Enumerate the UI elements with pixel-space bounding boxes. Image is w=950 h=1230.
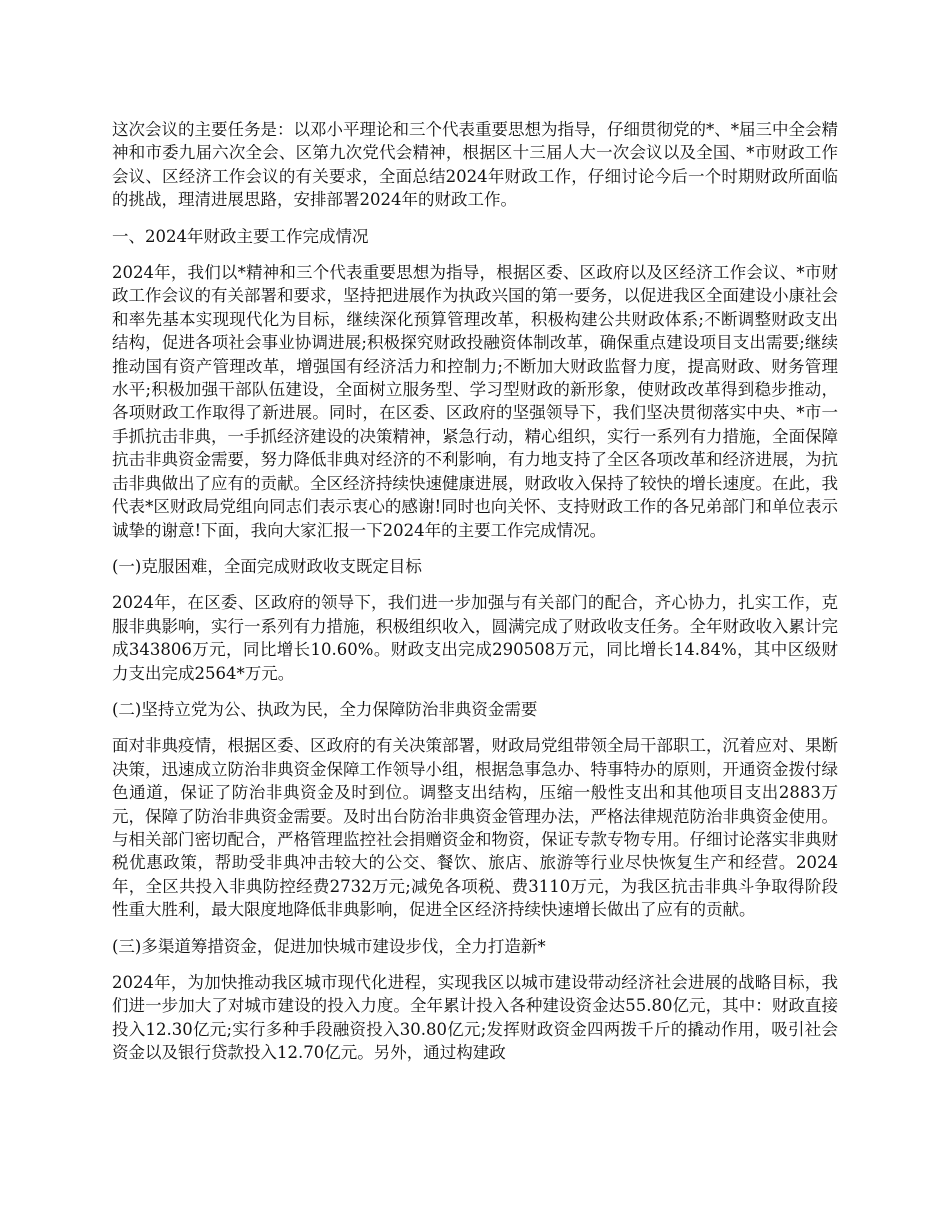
section-heading-1: 一、2024年财政主要工作完成情况 [112, 226, 369, 246]
subsection-heading-2: (二)坚持立党为公、执政为民，全力保障防治非典资金需要 [112, 699, 538, 719]
subsection-heading-3: (三)多渠道筹措资金，促进加快城市建设步伐，全力打造新* [112, 936, 546, 956]
section-1-paragraph: 2024年，我们以*精神和三个代表重要思想为指导，根据区委、区政府以及区经济工作会议、*市财政工作会议的有关部署和要求，坚持把进展作为执政兴国的第一要务，以促进我区全面建设小康社会和率先基本实现现代化为目标，继续深化预算管理改革，积极构建公共财政体系;不断调整财政支出结构，促进各项社会事业协调进展;积极探究财政投融资体制改革，确保重点建设项目支出需要;继续推动国有资产管理改革，增强国有经济活力和控制力;不断加大财政监督力度，提高财政、财务管理水平;积极加强干部队伍建设，全面树立服务型、学习型财政的新形象，使财政改革得到稳步推动，各项财政工作取得了新进展。同时，在区委、区政府的坚强领导下，我们坚决贯彻落实中央、*市一手抓抗击非典，一手抓经济建设的决策精神，紧急行动，精心组织，实行一系列有力措施，全面保障抗击非典资金需要，努力降低非典对经济的不利影响，有力地支持了全区各项改革和经济进展，为抗击非典做出了应有的贡献。全区经济持续快速健康进展，财政收入保持了较快的增长速度。在此，我代表*区财政局党组向同志们表示衷心的感谢!同时也向关怀、支持财政工作的各兄弟部门和单位表示诚挚的谢意!下面，我向大家汇报一下2024年的主要工作完成情况。 [112, 263, 838, 540]
document-page [112, 118, 838, 1078]
subsection-2-paragraph: 面对非典疫情，根据区委、区政府的有关决策部署，财政局党组带领全局干部职工，沉着应对、果断决策，迅速成立防治非典资金保障工作领导小组，根据急事急办、特事特办的原则，开通资金拨付绿色通道，保证了防治非典资金及时到位。调整支出结构，压缩一般性支出和其他项目支出2883万元，保障了防治非典资金需要。及时出台防治非典资金管理办法，严格法律规范防治非典资金使用。与相关部门密切配合，严格管理监控社会捐赠资金和物资，保证专款专物专用。仔细讨论落实非典财税优惠政策，帮助受非典冲击较大的公交、餐饮、旅店、旅游等行业尽快恢复生产和经营。2024年，全区共投入非典防控经费2732万元;减免各项税、费3110万元，为我区抗击非典斗争取得阶段性重大胜利，最大限度地降低非典影响，促进全区经济持续快速增长做出了应有的贡献。 [112, 736, 838, 920]
subsection-3-paragraph: 2024年，为加快推动我区城市现代化进程，实现我区以城市建设带动经济社会进展的战略目标，我们进一步加大了对城市建设的投入力度。全年累计投入各种建设资金达55.80亿元，其中：财政直接投入12.30亿元;实行多种手段融资投入30.80亿元;发挥财政资金四两拨千斤的撬动作用，吸引社会资金以及银行贷款投入12.70亿元。另外，通过构建政 [112, 973, 838, 1063]
subsection-1-paragraph: 2024年，在区委、区政府的领导下，我们进一步加强与有关部门的配合，齐心协力，扎实工作，克服非典影响，实行一系列有力措施，积极组织收入，圆满完成了财政收支任务。全年财政收入累计完成343806万元，同比增长10.60%。财政支出完成290508万元，同比增长14.84%，其中区级财力支出完成2564*万元。 [112, 593, 838, 683]
subsection-heading-1: (一)克服困难，全面完成财政收支既定目标 [112, 556, 422, 576]
intro-paragraph: 这次会议的主要任务是：以邓小平理论和三个代表重要思想为指导，仔细贯彻党的*、*届三中全会精神和市委九届六次全会、区第九次党代会精神，根据区十三届人大一次会议以及全国、*市财政工作会议、区经济工作会议的有关要求，全面总结2024年财政工作，仔细讨论今后一个时期财政所面临的挑战，理清进展思路，安排部署2024年的财政工作。 [112, 120, 838, 210]
